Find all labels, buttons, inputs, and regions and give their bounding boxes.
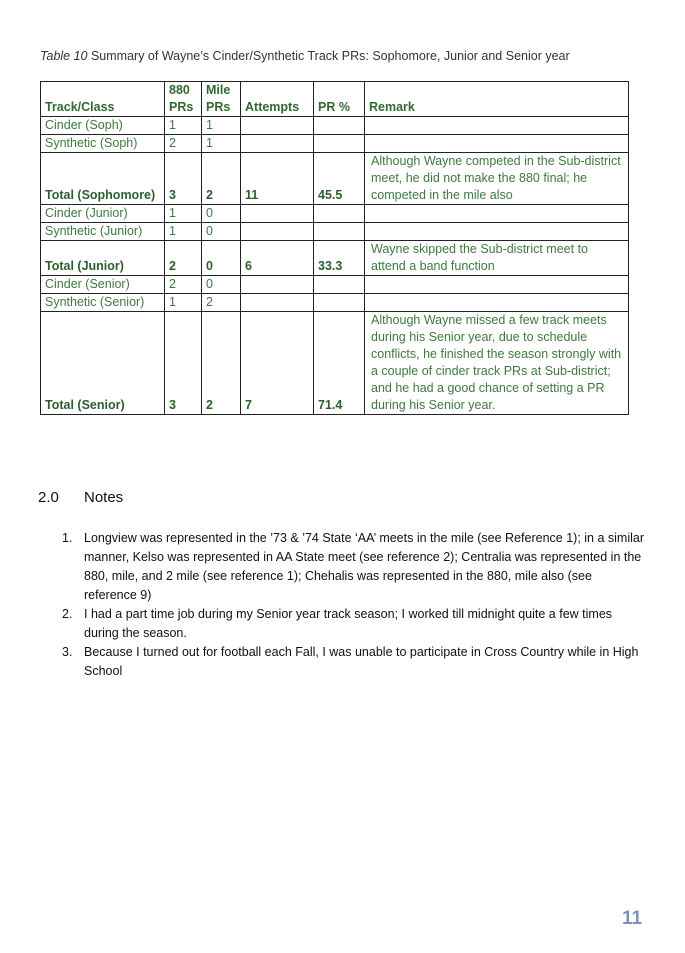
cell-track: Cinder (Junior)	[41, 205, 165, 223]
cell-attempts: 6	[241, 241, 314, 276]
section-title: Notes	[84, 489, 124, 506]
cell-pct	[314, 223, 365, 241]
table-row	[41, 117, 629, 135]
header-pr-pct: PR %	[314, 82, 365, 117]
cell-pct	[314, 276, 365, 294]
header-remark: Remark	[365, 82, 629, 117]
cell-pct: 45.5	[314, 153, 365, 205]
table-row	[41, 276, 629, 294]
cell-track: Synthetic (Soph)	[41, 135, 165, 153]
header-track-class: Track/Class	[41, 82, 165, 117]
cell-pct	[314, 135, 365, 153]
track-prs-table	[40, 81, 629, 415]
header-mile-line1: Mile	[206, 83, 231, 97]
cell-prs880: 1	[165, 223, 202, 241]
cell-mile: 0	[202, 241, 241, 276]
cell-attempts	[241, 205, 314, 223]
cell-mile: 0	[202, 205, 241, 223]
cell-pct	[314, 205, 365, 223]
header-880-line1: 880	[169, 83, 190, 97]
cell-attempts	[241, 276, 314, 294]
cell-mile: 0	[202, 276, 241, 294]
header-880-prs	[165, 82, 202, 117]
cell-pct	[314, 294, 365, 312]
cell-prs880: 1	[165, 117, 202, 135]
cell-remark	[365, 135, 629, 153]
table-caption-label: Table 10	[40, 49, 88, 63]
page-number: 11	[622, 908, 643, 929]
table-row	[41, 153, 629, 205]
cell-remark: Although Wayne competed in the Sub-district meet, he did not make the 880 final; he competed in the mile also	[365, 153, 629, 205]
note-text: Longview was represented in the ’73 & ’74 State ‘AA’ meets in the mile (see Reference 1); in a similar manner, Kelso was represented in AA State meet (see reference 2); Centralia was represented in the 880, mile, and 2 mile (see reference 1); Chehalis was represented in the 880, mile also (see reference 9)	[84, 531, 644, 602]
cell-pct: 33.3	[314, 241, 365, 276]
cell-prs880: 2	[165, 241, 202, 276]
cell-track: Synthetic (Junior)	[41, 223, 165, 241]
table-row	[41, 135, 629, 153]
notes-list	[58, 529, 648, 681]
cell-prs880: 2	[165, 276, 202, 294]
cell-attempts	[241, 294, 314, 312]
cell-track: Total (Sophomore)	[41, 153, 165, 205]
table-row	[41, 312, 629, 415]
cell-prs880: 2	[165, 135, 202, 153]
cell-mile: 2	[202, 312, 241, 415]
section-number: 2.0	[38, 489, 59, 506]
header-mile-line2: PRs	[206, 100, 231, 114]
table-row	[41, 294, 629, 312]
cell-prs880: 3	[165, 153, 202, 205]
cell-attempts: 11	[241, 153, 314, 205]
list-item	[58, 605, 648, 643]
cell-mile: 0	[202, 223, 241, 241]
cell-mile: 1	[202, 135, 241, 153]
header-mile-prs	[202, 82, 241, 117]
cell-mile: 2	[202, 294, 241, 312]
list-item	[58, 529, 648, 605]
cell-remark	[365, 205, 629, 223]
table-caption	[40, 49, 570, 63]
table-row	[41, 241, 629, 276]
section-heading	[38, 489, 123, 506]
table-caption-text: Summary of Wayne’s Cinder/Synthetic Track PRs: Sophomore, Junior and Senior year	[87, 49, 570, 63]
cell-mile: 1	[202, 117, 241, 135]
header-attempts: Attempts	[241, 82, 314, 117]
cell-remark: Wayne skipped the Sub-district meet to attend a band function	[365, 241, 629, 276]
cell-track: Total (Senior)	[41, 312, 165, 415]
cell-remark	[365, 117, 629, 135]
note-number: 3.	[62, 645, 73, 659]
cell-remark	[365, 276, 629, 294]
cell-remark: Although Wayne missed a few track meets during his Senior year, due to schedule conflicts, he finished the season strongly with a couple of cinder track PRs at Sub-district; and he had a good chance of setting a PR during his Senior year.	[365, 312, 629, 415]
table-row	[41, 205, 629, 223]
cell-track: Total (Junior)	[41, 241, 165, 276]
cell-track: Synthetic (Senior)	[41, 294, 165, 312]
list-item	[58, 643, 648, 681]
cell-prs880: 3	[165, 312, 202, 415]
note-text: Because I turned out for football each Fall, I was unable to participate in Cross Country while in High School	[84, 645, 639, 678]
cell-remark	[365, 223, 629, 241]
cell-prs880: 1	[165, 294, 202, 312]
cell-remark	[365, 294, 629, 312]
cell-pct: 71.4	[314, 312, 365, 415]
cell-attempts: 7	[241, 312, 314, 415]
cell-mile: 2	[202, 153, 241, 205]
cell-attempts	[241, 135, 314, 153]
cell-pct	[314, 117, 365, 135]
note-number: 1.	[62, 531, 73, 545]
cell-attempts	[241, 223, 314, 241]
table-header-row	[41, 82, 629, 117]
note-text: I had a part time job during my Senior year track season; I worked till midnight quite a few times during the season.	[84, 607, 613, 640]
header-880-line2: PRs	[169, 100, 194, 114]
cell-prs880: 1	[165, 205, 202, 223]
cell-track: Cinder (Soph)	[41, 117, 165, 135]
note-number: 2.	[62, 607, 73, 621]
cell-attempts	[241, 117, 314, 135]
table-row	[41, 223, 629, 241]
cell-track: Cinder (Senior)	[41, 276, 165, 294]
